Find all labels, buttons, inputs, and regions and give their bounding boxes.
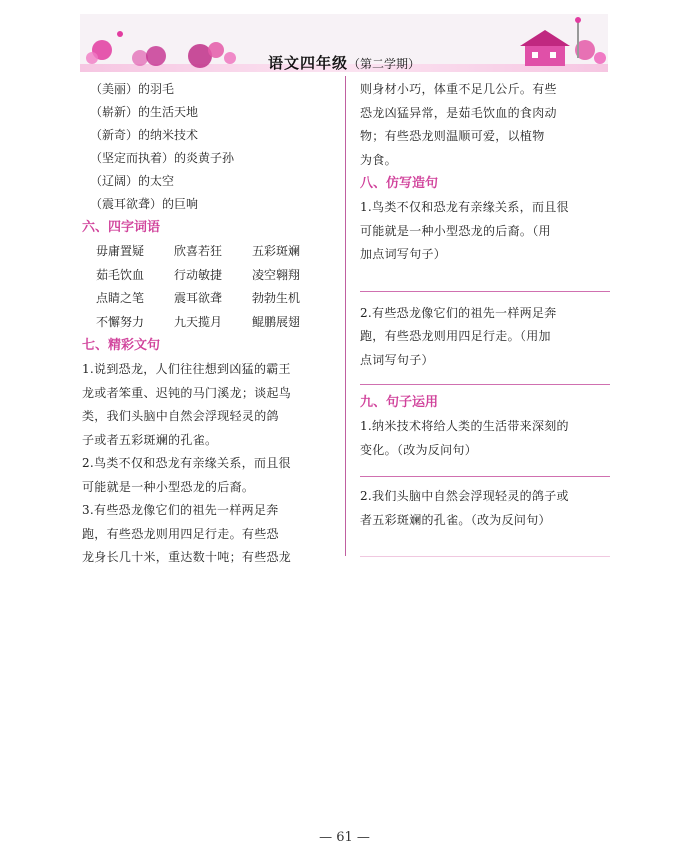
idiom: 欣喜若狂 (174, 244, 223, 258)
fill-item: （辽阔）的太空 (90, 174, 175, 188)
passage-line: 类，我们头脑中自然会浮现轻灵的鸽 (82, 409, 279, 423)
answer-line[interactable] (360, 291, 610, 292)
section-7-title: 七、精彩文句 (82, 338, 161, 353)
question-line: 加点词写句子） (360, 247, 447, 261)
fill-item: （美丽）的羽毛 (90, 82, 175, 96)
idiom: 震耳欲聋 (174, 291, 223, 305)
answer-line[interactable] (360, 556, 610, 557)
passage-line: 则身材小巧，体重不足几公斤。有些 (360, 82, 557, 96)
question-line: 跑，有些恐龙则用四足行走。（用加 (360, 329, 551, 343)
passage-line: 1.说到恐龙，人们往往想到凶猛的霸王 (82, 362, 291, 376)
idiom-grid (82, 240, 338, 334)
page-title (80, 52, 608, 73)
column-divider (345, 76, 346, 556)
idiom: 五彩斑斓 (252, 244, 301, 258)
passage-line: 物；有些恐龙则温顺可爱，以植物 (360, 129, 545, 143)
right-column (360, 78, 610, 563)
idiom: 凌空翱翔 (252, 267, 301, 282)
question-9-1 (360, 415, 610, 462)
question-line: 可能就是一种小型恐龙的后裔。（用 (360, 223, 551, 238)
passage-line: 可能就是一种小型恐龙的后裔。 (82, 479, 255, 494)
passage-line: 2.鸟类不仅和恐龙有亲缘关系，而且很 (82, 456, 291, 470)
idiom: 点睛之笔 (96, 291, 145, 305)
fill-item: （震耳欲聋）的巨响 (90, 197, 199, 211)
passage-line: 跑，有些恐龙则用四足行走。有些恐 (82, 526, 279, 541)
left-column (82, 78, 338, 570)
idiom: 行动敏捷 (174, 267, 223, 282)
passage-line: 为食。 (360, 152, 397, 167)
question-line: 2.我们头脑中自然会浮现轻灵的鸽子或 (360, 489, 569, 503)
page-number: — 61 — (319, 830, 370, 845)
question-8-1 (360, 196, 610, 267)
question-line: 1.纳米技术将给人类的生活带来深刻的 (360, 419, 569, 433)
fill-in-list (82, 78, 338, 216)
passage-line: 子或者五彩斑斓的孔雀。 (82, 432, 218, 447)
question-9-2 (360, 485, 610, 532)
book-title: 语文四年级 (267, 54, 348, 72)
question-line: 变化。（改为反问句） (360, 442, 478, 457)
section-6-title: 六、四字词语 (82, 220, 161, 235)
question-line: 者五彩斑斓的孔雀。（改为反问句） (360, 512, 551, 527)
semester-label: （第二学期） (348, 57, 421, 71)
answer-line[interactable] (360, 476, 610, 477)
fill-item: （崭新）的生活天地 (90, 105, 199, 119)
question-line: 点词写句子） (360, 352, 434, 367)
question-8-2 (360, 302, 610, 373)
idiom: 茹毛饮血 (96, 267, 145, 282)
idiom: 勃勃生机 (252, 291, 301, 305)
idiom: 鲲鹏展翅 (252, 314, 301, 329)
passage-line: 3.有些恐龙像它们的祖先一样两足奔 (82, 503, 279, 517)
idiom: 不懈努力 (96, 314, 145, 329)
section-9-title: 九、句子运用 (360, 395, 439, 410)
idiom: 九天揽月 (174, 314, 223, 329)
idiom: 毋庸置疑 (96, 244, 145, 258)
passage-continued (360, 78, 610, 172)
answer-line[interactable] (360, 384, 610, 385)
passage-line: 龙身长几十米，重达数十吨；有些恐龙 (82, 550, 292, 564)
fill-item: （坚定而执着）的炎黄子孙 (90, 151, 235, 165)
page-header (80, 14, 608, 76)
question-line: 1.鸟类不仅和恐龙有亲缘关系，而且很 (360, 200, 569, 214)
section-8-title: 八、仿写造句 (360, 176, 439, 191)
passage-line: 龙或者笨重、迟钝的马门溪龙；谈起鸟 (82, 385, 292, 400)
passage (82, 358, 338, 570)
fill-item: （新奇）的纳米技术 (90, 128, 199, 142)
passage-line: 恐龙凶猛异常，是茹毛饮血的食肉动 (360, 105, 557, 120)
question-line: 2.有些恐龙像它们的祖先一样两足奔 (360, 305, 557, 320)
